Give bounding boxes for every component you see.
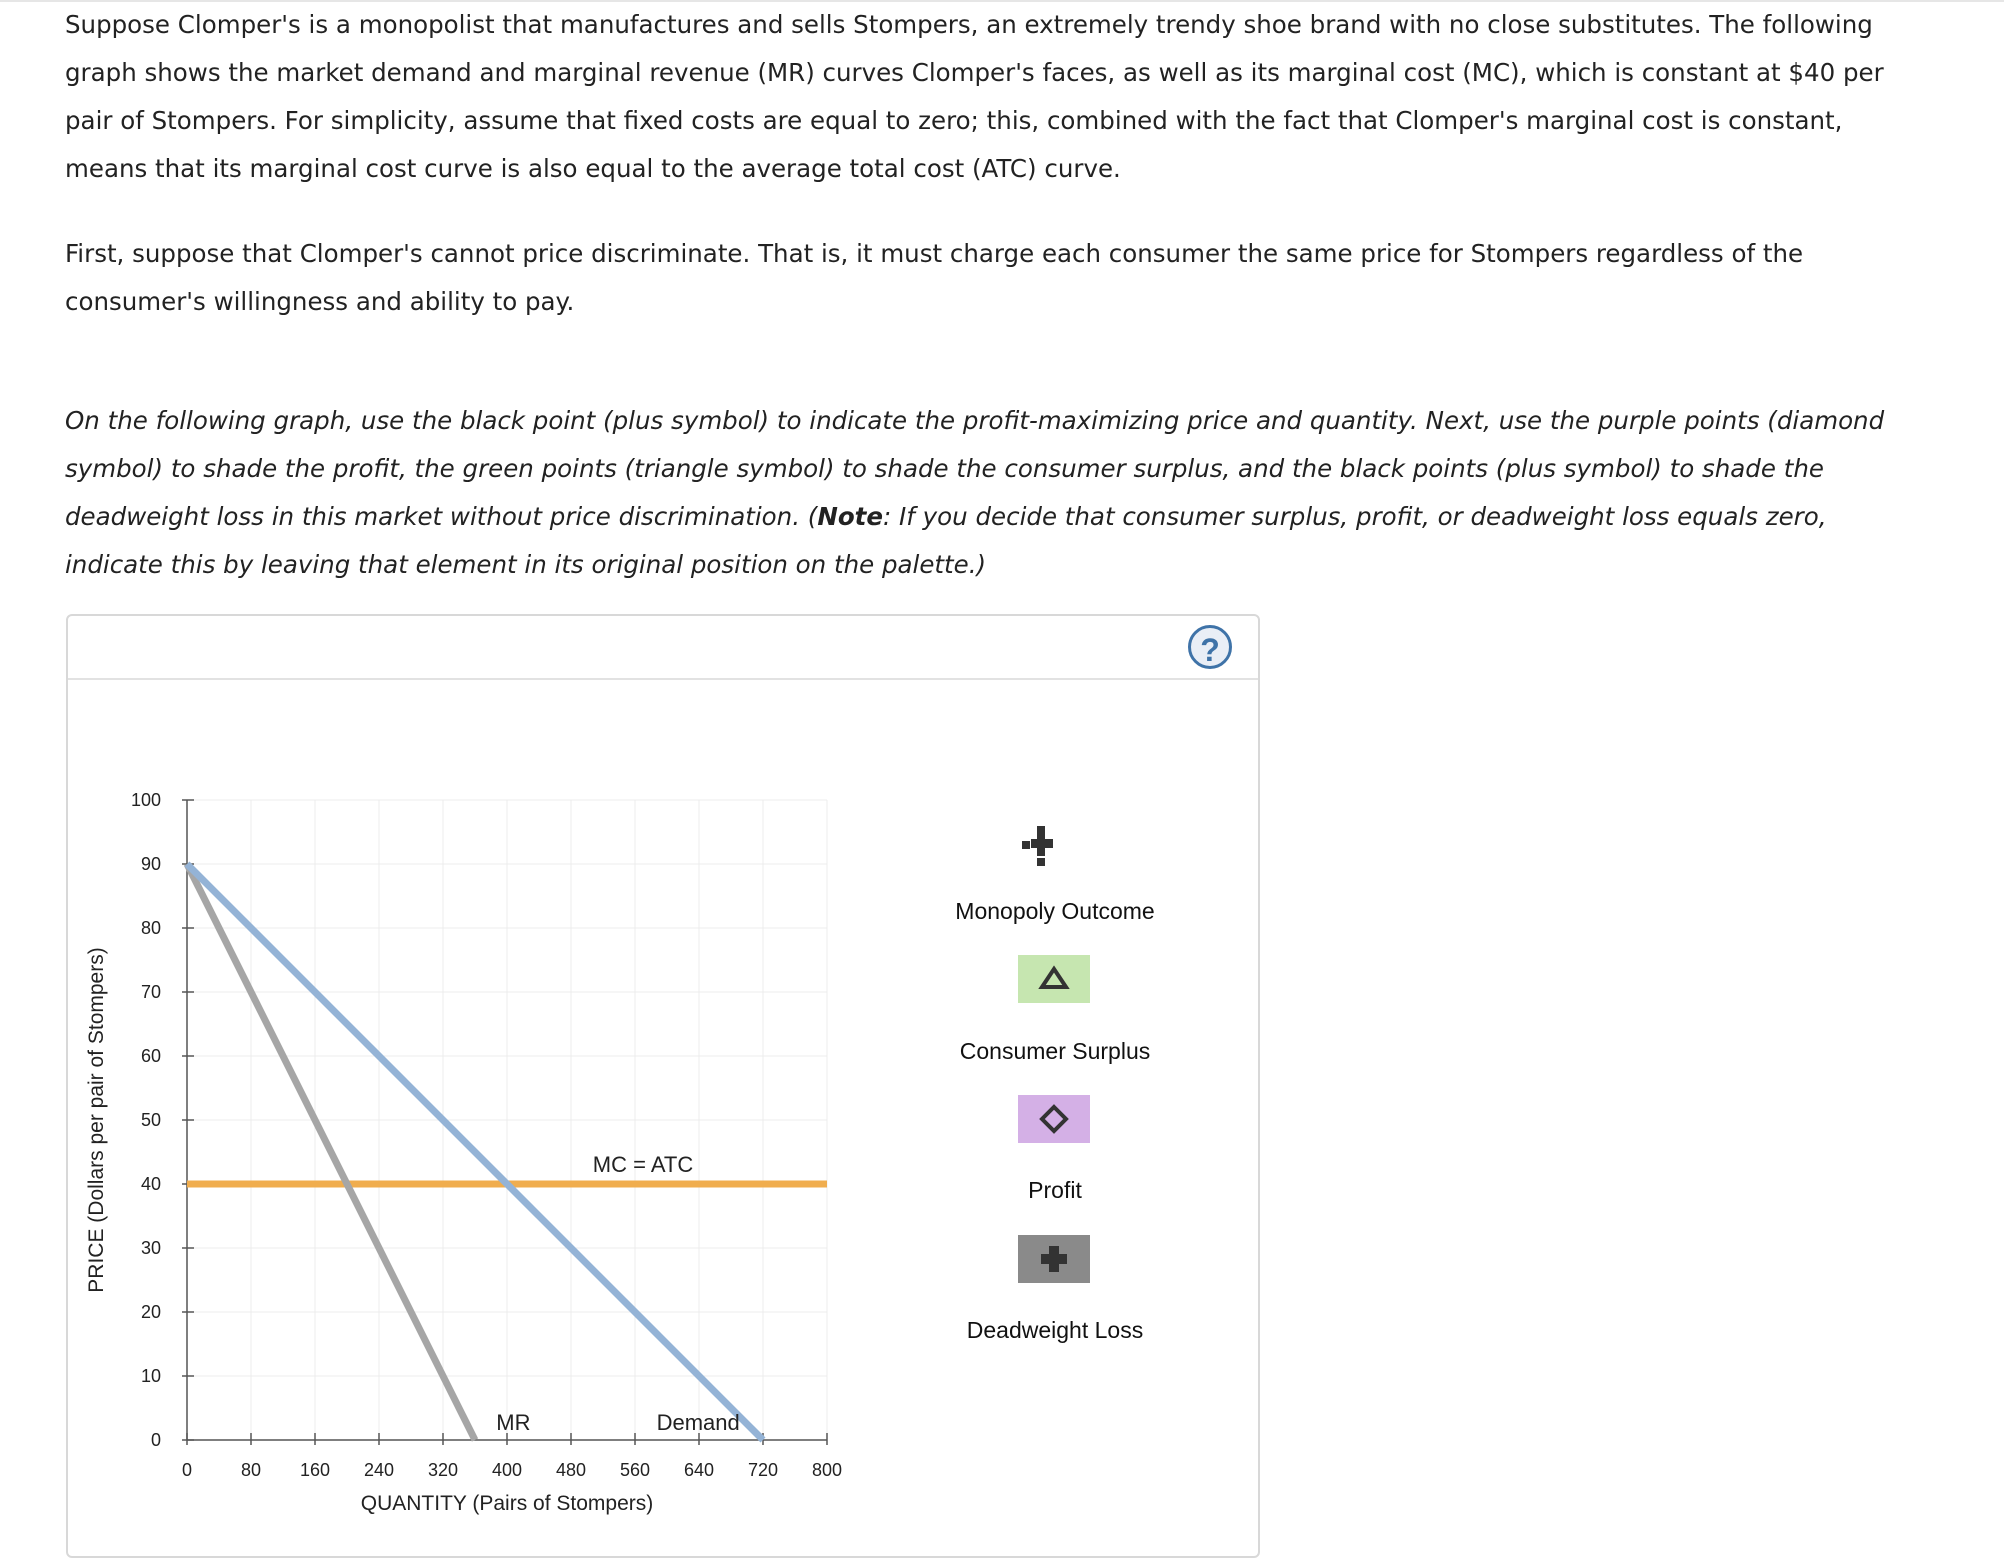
- triangle-icon: [1018, 955, 1090, 1003]
- x-tick-label: 720: [747, 1460, 779, 1480]
- y-tick-label: 70: [140, 982, 161, 1002]
- instructions-note: Note: [817, 502, 883, 531]
- y-tick-label: 100: [130, 790, 161, 810]
- monopoly-outcome-label: Monopoly Outcome: [955, 898, 1155, 924]
- monopoly-graph[interactable]: [70, 760, 890, 1524]
- demand-label: Demand: [656, 1410, 740, 1435]
- y-tick-label: 30: [140, 1238, 161, 1258]
- y-tick-label: 20: [140, 1302, 161, 1322]
- x-tick-label: 480: [555, 1460, 587, 1480]
- x-tick-label: 240: [363, 1460, 395, 1480]
- instructions-paragraph: [65, 397, 1885, 589]
- x-tick-label: 80: [240, 1460, 262, 1480]
- help-icon[interactable]: ?: [1188, 625, 1232, 669]
- y-tick-label: 50: [140, 1110, 161, 1130]
- consumer-surplus-label: Consumer Surplus: [959, 1038, 1151, 1064]
- x-tick-label: 400: [491, 1460, 523, 1480]
- x-axis-title: QUANTITY (Pairs of Stompers): [360, 1492, 654, 1515]
- y-tick-label: 40: [140, 1174, 161, 1194]
- intro-paragraph: Suppose Clomper's is a monopolist that manufactures and sells Stompers, an extremely trendy shoe brand with no close substitutes. The following graph shows the market demand and marginal revenue (MR) curves Clomper's faces, as well as its marginal cost (MC), which is constant at $40 per pair of Stompers. For simplicity, assume that fixed costs are equal to zero; this, combined with the fact that Clomper's marginal cost is constant, means that its marginal cost curve is also equal to the average total cost (ATC) curve.: [65, 10, 1884, 183]
- consumer-surplus-swatch[interactable]: [1018, 955, 1090, 1003]
- y-axis-title: PRICE (Dollars per pair of Stompers): [85, 947, 108, 1293]
- instructions-text-b: : If you decide that consumer surplus, profit, or deadweight loss equals zero, indicate this by leaving that element in its original position on the palette.): [65, 502, 1827, 579]
- axes: [182, 800, 827, 1445]
- monopoly-outcome-plus-icon[interactable]: [1022, 826, 1060, 866]
- y-tick-label: 80: [140, 918, 161, 938]
- mc-atc-label: MC = ATC: [592, 1152, 694, 1177]
- x-tick-label: 160: [299, 1460, 331, 1480]
- y-tick-label: 10: [140, 1366, 161, 1386]
- diamond-icon: [1018, 1095, 1090, 1143]
- y-tick-label: 90: [140, 854, 161, 874]
- panel-header-divider: [68, 678, 1258, 680]
- assumption-paragraph: First, suppose that Clomper's cannot price discriminate. That is, it must charge each consumer the same price for Stompers regardless of the consumer's willingness and ability to pay.: [65, 239, 1804, 316]
- y-tick-label: 0: [150, 1430, 161, 1450]
- deadweight-loss-swatch[interactable]: [1018, 1235, 1090, 1283]
- grid: [187, 800, 827, 1440]
- mr-label: MR: [496, 1410, 531, 1435]
- x-tick-label: 320: [427, 1460, 459, 1480]
- y-tick-label: 60: [140, 1046, 161, 1066]
- x-tick-label: 0: [181, 1460, 193, 1480]
- profit-label: Profit: [1028, 1177, 1082, 1203]
- x-tick-label: 640: [683, 1460, 715, 1480]
- instructions-text-a: On the following graph, use the black point (plus symbol) to indicate the profit-maximizing price and quantity. Next, use the purple points (diamond symbol) to shade the profit, the green points (triangle symbol) to shade the consumer surplus, and the black points (plus symbol) to shade the deadweight loss in this market without price discrimination. (: [65, 406, 1885, 531]
- x-tick-label: 560: [619, 1460, 651, 1480]
- mr-curve: [187, 864, 475, 1440]
- deadweight-loss-label: Deadweight Loss: [966, 1317, 1144, 1343]
- plus-icon: [1018, 1235, 1090, 1283]
- x-tick-label: 800: [811, 1460, 843, 1480]
- profit-swatch[interactable]: [1018, 1095, 1090, 1143]
